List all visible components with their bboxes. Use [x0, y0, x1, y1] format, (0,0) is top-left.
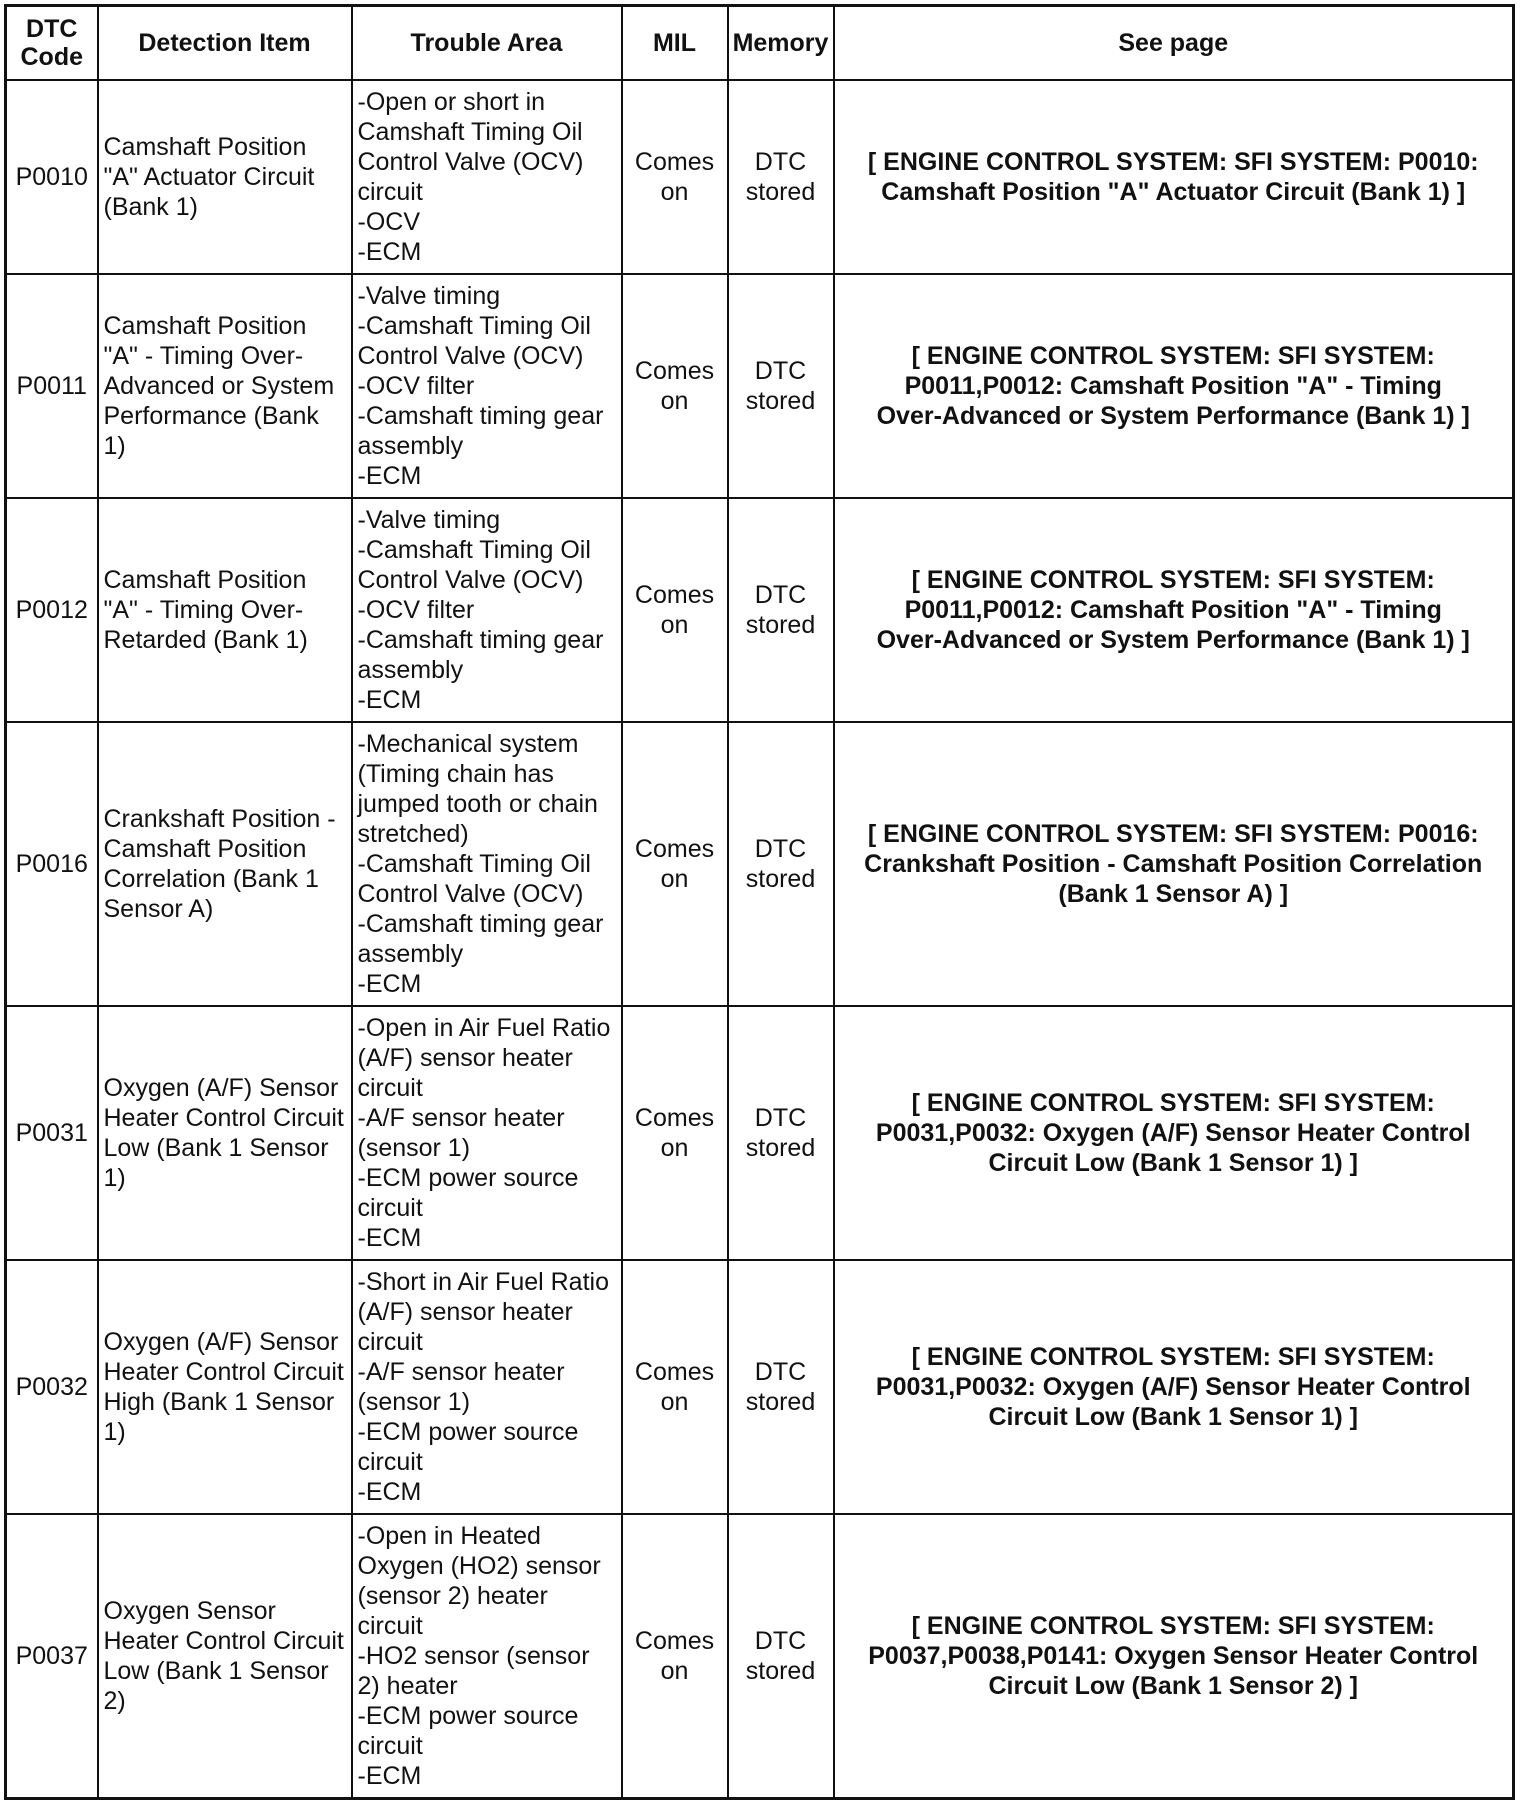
memory-cell: [728, 1006, 834, 1260]
trouble-area-line: (A/F) sensor heater: [357, 1044, 573, 1072]
trouble-area-line: Control Valve (OCV): [357, 880, 584, 908]
trouble-area-line: -Camshaft Timing Oil: [357, 312, 591, 340]
memory-cell: [728, 1260, 834, 1514]
mil-text: Comes: [634, 581, 715, 609]
trouble-area-line: Control Valve (OCV): [357, 342, 584, 370]
trouble-area-line: circuit: [357, 1074, 423, 1102]
see-page-link-text: [ ENGINE CONTROL SYSTEM: SFI SYSTEM: P0010:: [867, 148, 1479, 176]
table-row: [6, 1006, 1514, 1260]
mil-cell: [622, 274, 728, 498]
dtc-code-cell: P0032: [6, 1260, 98, 1514]
trouble-area-line: (sensor 1): [357, 1134, 471, 1162]
trouble-area-line: -OCV filter: [357, 372, 475, 400]
mil-text: on: [660, 387, 689, 415]
trouble-area-line: Control Valve (OCV): [357, 148, 584, 176]
mil-text: Comes: [634, 1104, 715, 1132]
trouble-area-line: -ECM: [357, 462, 422, 490]
mil-text: on: [660, 1134, 689, 1162]
trouble-area-line: -OCV: [357, 208, 420, 236]
header-dtc-code: DTC Code: [6, 6, 98, 81]
dtc-code-cell: P0037: [6, 1514, 98, 1798]
detection-item-cell: Crankshaft Position - Camshaft Position Correlation (Bank 1 Sensor A): [98, 722, 352, 1006]
mil-text: Comes: [634, 357, 715, 385]
see-page-link-text: Over-Advanced or System Performance (Bank 1) ]: [876, 402, 1470, 430]
table-row: [6, 722, 1514, 1006]
dtc-code-cell: P0031: [6, 1006, 98, 1260]
see-page-link-text: P0037,P0038,P0141: Oxygen Sensor Heater Control: [868, 1641, 1479, 1670]
trouble-area-line: circuit: [357, 1611, 423, 1640]
see-page-link-text: P0011,P0012: Camshaft Position "A" - Timing: [904, 596, 1442, 624]
see-page-link-text: Over-Advanced or System Performance (Bank 1) ]: [876, 626, 1470, 654]
dtc-code-cell: P0016: [6, 722, 98, 1006]
trouble-area-line: circuit: [357, 178, 423, 206]
trouble-area-line: -HO2 sensor (sensor: [357, 1641, 590, 1670]
mil-text: on: [660, 865, 689, 893]
detection-item-cell: Camshaft Position "A" - Timing Over-Advanced or System Performance (Bank 1): [98, 274, 352, 498]
detection-item-cell: Oxygen (A/F) Sensor Heater Control Circuit Low (Bank 1 Sensor 1): [98, 1006, 352, 1260]
trouble-area-line: -ECM: [357, 970, 422, 998]
trouble-area-line: -Open in Heated: [357, 1521, 541, 1550]
trouble-area-line: -Camshaft timing gear: [357, 910, 604, 938]
detection-item-cell: Camshaft Position "A" Actuator Circuit (Bank 1): [98, 80, 352, 274]
mil-cell: [622, 1006, 728, 1260]
header-row: [6, 6, 1514, 81]
mil-text: Comes: [634, 148, 715, 176]
see-page-link-text: Crankshaft Position - Camshaft Position Correlation: [864, 850, 1483, 878]
mil-cell: [622, 722, 728, 1006]
trouble-area-line: circuit: [357, 1328, 423, 1356]
memory-text: stored: [745, 611, 816, 639]
dtc-code-cell: P0011: [6, 274, 98, 498]
mil-text: on: [660, 1656, 689, 1685]
trouble-area-line: assembly: [357, 656, 464, 684]
memory-text: stored: [745, 1656, 816, 1685]
see-page-link-text: P0031,P0032: Oxygen (A/F) Sensor Heater Control: [875, 1373, 1471, 1401]
header-memory: Memory: [728, 6, 834, 81]
trouble-area-line: -ECM power source: [357, 1418, 579, 1446]
trouble-area-line: jumped tooth or chain: [357, 790, 598, 818]
see-page-link-text: P0031,P0032: Oxygen (A/F) Sensor Heater Control: [875, 1119, 1471, 1147]
memory-text: stored: [745, 865, 816, 893]
trouble-area-line: -A/F sensor heater: [357, 1104, 565, 1132]
mil-cell: [622, 1514, 728, 1798]
trouble-area-line: -Camshaft Timing Oil: [357, 536, 591, 564]
header-mil: MIL: [622, 6, 728, 81]
see-page-link-text: [ ENGINE CONTROL SYSTEM: SFI SYSTEM:: [911, 342, 1435, 370]
mil-text: Comes: [634, 1358, 715, 1386]
see-page-link-text: P0011,P0012: Camshaft Position "A" - Timing: [904, 372, 1442, 400]
header-detection-item: Detection Item: [98, 6, 352, 81]
trouble-area-line: -Short in Air Fuel Ratio: [357, 1268, 609, 1296]
dtc-code-cell: P0010: [6, 80, 98, 274]
trouble-area-line: -Camshaft timing gear: [357, 402, 604, 430]
mil-text: Comes: [634, 835, 715, 863]
trouble-area-line: -Valve timing: [357, 282, 501, 310]
dtc-code-cell: P0012: [6, 498, 98, 722]
table-row: [6, 1260, 1514, 1514]
see-page-cell: [834, 1260, 1514, 1514]
trouble-area-line: (sensor 1): [357, 1388, 471, 1416]
memory-text: DTC: [754, 1358, 807, 1386]
trouble-area-line: assembly: [357, 940, 464, 968]
see-page-cell: [834, 1514, 1514, 1798]
trouble-area-line: -OCV filter: [357, 596, 475, 624]
see-page-link-text: Circuit Low (Bank 1 Sensor 1) ]: [988, 1149, 1358, 1177]
memory-text: DTC: [754, 1104, 807, 1132]
memory-cell: [728, 274, 834, 498]
trouble-area-cell: [352, 80, 622, 274]
header-see-page: See page: [834, 6, 1514, 81]
see-page-cell: [834, 498, 1514, 722]
trouble-area-cell: [352, 722, 622, 1006]
see-page-cell: [834, 722, 1514, 1006]
detection-item-cell: Oxygen Sensor Heater Control Circuit Low (Bank 1 Sensor 2): [98, 1514, 352, 1798]
memory-text: stored: [745, 387, 816, 415]
memory-text: DTC: [754, 581, 807, 609]
mil-cell: [622, 498, 728, 722]
memory-cell: [728, 722, 834, 1006]
see-page-link-text: [ ENGINE CONTROL SYSTEM: SFI SYSTEM:: [911, 1611, 1435, 1640]
trouble-area-line: (Timing chain has: [357, 760, 554, 788]
trouble-area-line: -ECM: [357, 686, 422, 714]
memory-cell: [728, 80, 834, 274]
trouble-area-line: -ECM: [357, 1478, 422, 1506]
see-page-cell: [834, 274, 1514, 498]
trouble-area-cell: [352, 1006, 622, 1260]
mil-cell: [622, 1260, 728, 1514]
trouble-area-line: assembly: [357, 432, 464, 460]
trouble-area-line: Camshaft Timing Oil: [357, 118, 583, 146]
see-page-cell: [834, 80, 1514, 274]
table-row: [6, 1514, 1514, 1798]
trouble-area-line: -A/F sensor heater: [357, 1358, 565, 1386]
mil-cell: [622, 80, 728, 274]
table-body: [6, 80, 1514, 1798]
trouble-area-line: -ECM: [357, 238, 422, 266]
trouble-area-line: -ECM: [357, 1224, 422, 1252]
table-row: [6, 80, 1514, 274]
memory-cell: [728, 498, 834, 722]
detection-item-cell: Camshaft Position "A" - Timing Over-Retarded (Bank 1): [98, 498, 352, 722]
trouble-area-line: (A/F) sensor heater: [357, 1298, 573, 1326]
memory-text: DTC: [754, 357, 807, 385]
memory-cell: [728, 1514, 834, 1798]
trouble-area-line: -ECM power source: [357, 1164, 579, 1192]
table-row: [6, 498, 1514, 722]
trouble-area-line: (sensor 2) heater: [357, 1581, 548, 1610]
trouble-area-cell: [352, 1514, 622, 1798]
trouble-area-line: -Valve timing: [357, 506, 501, 534]
mil-text: on: [660, 1388, 689, 1416]
trouble-area-cell: [352, 1260, 622, 1514]
memory-text: DTC: [754, 148, 807, 176]
trouble-area-line: -ECM power source: [357, 1701, 579, 1730]
trouble-area-line: circuit: [357, 1731, 423, 1760]
trouble-area-line: stretched): [357, 820, 469, 848]
see-page-link-text: [ ENGINE CONTROL SYSTEM: SFI SYSTEM: P0016:: [867, 820, 1479, 848]
trouble-area-line: 2) heater: [357, 1671, 458, 1700]
see-page-link-text: Circuit Low (Bank 1 Sensor 2) ]: [988, 1671, 1358, 1700]
trouble-area-cell: [352, 498, 622, 722]
mil-text: on: [660, 178, 689, 206]
see-page-cell: [834, 1006, 1514, 1260]
memory-text: stored: [745, 1134, 816, 1162]
trouble-area-line: -Camshaft timing gear: [357, 626, 604, 654]
memory-text: DTC: [754, 835, 807, 863]
trouble-area-line: circuit: [357, 1194, 423, 1222]
see-page-link-text: [ ENGINE CONTROL SYSTEM: SFI SYSTEM:: [911, 1343, 1435, 1371]
trouble-area-cell: [352, 274, 622, 498]
mil-text: on: [660, 611, 689, 639]
trouble-area-line: -Open in Air Fuel Ratio: [357, 1014, 611, 1042]
mil-text: Comes: [634, 1626, 715, 1655]
see-page-link-text: [ ENGINE CONTROL SYSTEM: SFI SYSTEM:: [911, 566, 1435, 594]
trouble-area-line: circuit: [357, 1448, 423, 1476]
dtc-table: [4, 4, 1515, 1800]
trouble-area-line: -Open or short in: [357, 88, 546, 116]
trouble-area-line: Oxygen (HO2) sensor: [357, 1551, 601, 1580]
trouble-area-line: -ECM: [357, 1761, 422, 1790]
memory-text: DTC: [754, 1626, 807, 1655]
trouble-area-line: Control Valve (OCV): [357, 566, 584, 594]
trouble-area-line: -Camshaft Timing Oil: [357, 850, 591, 878]
table-row: [6, 274, 1514, 498]
header-trouble-area: Trouble Area: [352, 6, 622, 81]
see-page-link-text: Circuit Low (Bank 1 Sensor 1) ]: [988, 1403, 1358, 1431]
memory-text: stored: [745, 1388, 816, 1416]
see-page-link-text: (Bank 1 Sensor A) ]: [1058, 880, 1289, 908]
memory-text: stored: [745, 178, 816, 206]
trouble-area-line: -Mechanical system: [357, 730, 579, 758]
see-page-link-text: Camshaft Position "A" Actuator Circuit (Bank 1) ]: [881, 178, 1466, 206]
detection-item-cell: Oxygen (A/F) Sensor Heater Control Circuit High (Bank 1 Sensor 1): [98, 1260, 352, 1514]
see-page-link-text: [ ENGINE CONTROL SYSTEM: SFI SYSTEM:: [911, 1089, 1435, 1117]
